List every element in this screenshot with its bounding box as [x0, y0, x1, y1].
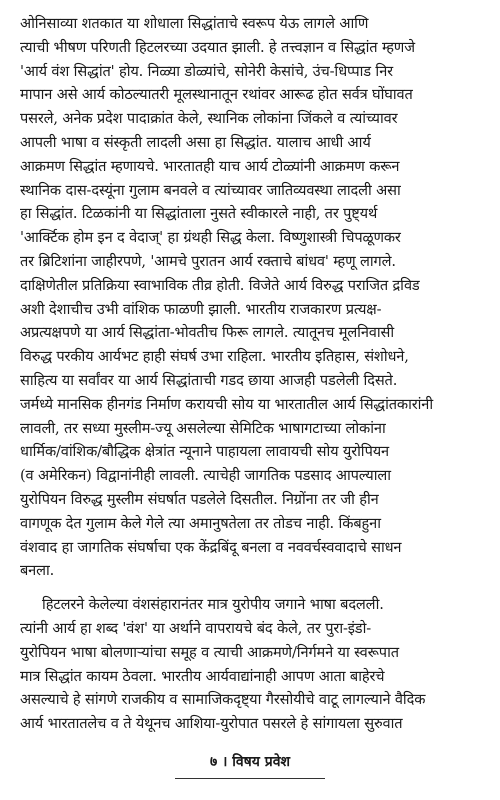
text-line: युरोपियन विरुद्ध मुस्लीम संघर्षात पडलेले दिसतील. निग्रोंना तर जी हीन	[20, 490, 379, 508]
text-line: दाक्षिणेतील प्रतिक्रिया स्वाभाविक तीव्र होती. विजेते आर्य विरुद्ध पराजित द्रविड	[20, 276, 420, 294]
body-text	[20, 12, 490, 736]
text-line: ओनिसाव्या शतकात या शोधाला सिद्धांताचे स्वरूप येऊ लागले आणि	[20, 15, 369, 32]
text-line: हा सिद्धांत. टिळकांनी या सिद्धांताला नुसते स्वीकारले नाही, तर पुष्ट्यर्थ	[20, 205, 378, 223]
paragraph-2	[20, 593, 490, 736]
text-line: आर्य भारतातलेच व ते येथूनच आशिया-युरोपात पसरले हे सांगायला सुरुवात	[20, 715, 403, 733]
text-line: मापान असे आर्य कोठल्यातरी मूलस्थानातून रथांवर आरूढ होत सर्वत्र घोंघावत	[20, 86, 413, 104]
text-line: मात्र सिद्धांत कायम ठेवला. भारतीय आर्यवाद्यांनाही आपण आता बाहेरचे	[20, 667, 385, 685]
paragraph-gap	[20, 583, 490, 593]
text-line: जर्मध्ये मानसिक हीनगंड निर्माण करायची सोय या भारतातील आर्य सिद्धांतकारांनी	[20, 395, 434, 413]
text-line: त्याची भीषण परिणती हिटलरच्या उदयात झाली. हे तत्त्वज्ञान व सिद्धांत म्हणजे	[20, 38, 415, 56]
text-line: (व अमेरिकन) विद्वानांनीही लावली. त्याचेही जागतिक पडसाद आपल्याला	[20, 467, 391, 485]
text-line: आक्रमण सिद्धांत म्हणायचे. भारतातही याच आर्य टोळ्यांनी आक्रमण करून	[20, 157, 400, 175]
text-line: बनला.	[20, 562, 55, 580]
footer-rule	[175, 778, 325, 779]
text-line: अशी देशाचीच उभी वांशिक फाळणी झाली. भारतीय राजकारण प्रत्यक्ष-	[20, 300, 382, 318]
text-line: पसरले, अनेक प्रदेश पादाक्रांत केले, स्थानिक लोकांना जिंकले व त्यांच्यावर	[20, 110, 398, 128]
page-footer	[0, 752, 500, 771]
page-number-and-section: ७ । विषय प्रवेश	[209, 754, 291, 770]
text-line: वंशवाद हा जागतिक संघर्षाचा एक केंद्रबिंदू बनला व नववर्चस्ववादाचे साधन	[20, 538, 402, 556]
text-line: हिटलरने केलेल्या वंशसंहारानंतर मात्र युरोपीय जगाने भाषा बदलली.	[42, 596, 384, 614]
text-line: स्थानिक दास-दस्यूंना गुलाम बनवले व त्यांच्यावर जातिव्यवस्था लादली असा	[20, 181, 401, 199]
text-line: त्यांनी आर्य हा शब्द 'वंश' या अर्थाने वापरायचे बंद केले, तर पुरा-इंडो-	[20, 619, 372, 637]
text-line: साहित्य या सर्वांवर या आर्य सिद्धांताची गडद छाया आजही पडलेली दिसते.	[20, 371, 398, 389]
text-line: 'आर्य वंश सिद्धांत' होय. निळ्या डोळ्यांचे, सोनेरी केसांचे, उंच-धिप्पाड निर	[20, 62, 393, 80]
text-line: धार्मिक/वांशिक/बौद्धिक क्षेत्रांत न्यूनाने पाहायला लावायची सोय युरोपियन	[20, 443, 389, 461]
text-line: तर ब्रिटिशांना जाहीरपणे, 'आमचे पुरातन आर्य रक्ताचे बांधव' म्हणू लागले.	[20, 252, 396, 270]
text-line: आपली भाषा व संस्कृती लादली असा हा सिद्धांत. यालाच आधी आर्य	[20, 133, 371, 151]
text-line: युरोपियन भाषा बोलणाऱ्यांचा समूह व त्याची आक्रमणे/निर्गमने या स्वरूपात	[20, 643, 399, 661]
text-line: वागणूक देत गुलाम केले गेले त्या अमानुषतेला तर तोडच नाही. किंबहुना	[20, 514, 381, 532]
text-line: विरुद्ध परकीय आर्यभट हाही संघर्ष उभा राहिला. भारतीय इतिहास, संशोधने,	[20, 348, 409, 366]
paragraph-1	[20, 12, 490, 583]
text-line: असल्याचे हे सांगणे राजकीय व सामाजिकदृष्ट्या गैरसोयीचे वाटू लागल्याने वैदिक	[20, 691, 426, 709]
text-line: 'आर्क्टिक होम इन द वेदाज्' हा ग्रंथही सिद्ध केला. विष्णुशास्त्री चिपळूणकर	[20, 229, 401, 247]
text-line: अप्रत्यक्षपणे या आर्य सिद्धांता-भोवतीच फिरू लागले. त्यातूनच मूलनिवासी	[20, 324, 395, 342]
text-line: लावली, तर सध्या मुस्लीम-ज्यू असलेल्या सेमिटिक भाषागटाच्या लोकांना	[20, 419, 386, 437]
